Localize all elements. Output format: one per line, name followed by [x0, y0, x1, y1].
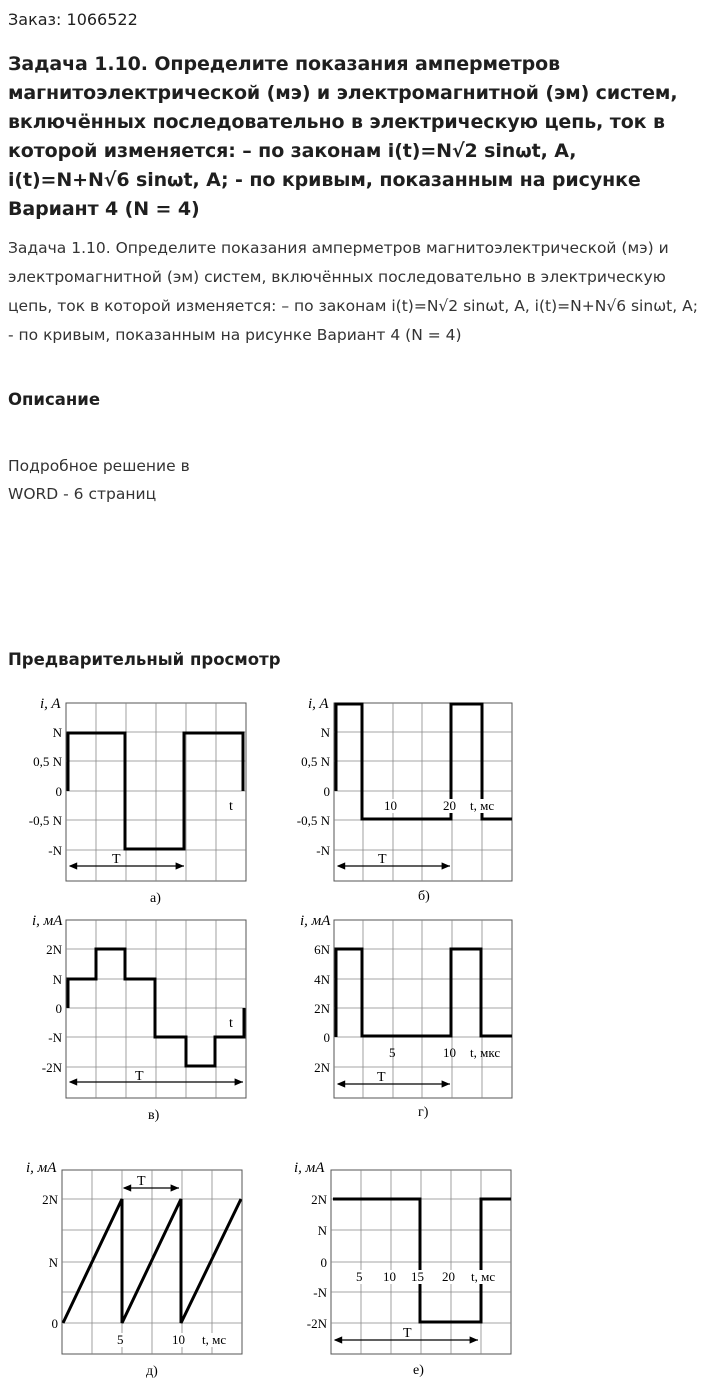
- figure-d: [300, 913, 512, 1120]
- y-tick-label: -2N: [41, 1060, 62, 1075]
- y-tick-label: 4N: [314, 972, 330, 987]
- x-tick-label: 10: [384, 798, 397, 813]
- x-axis-title: t: [229, 1016, 233, 1031]
- x-tick-label: 10: [443, 1045, 456, 1060]
- figure-a: [29, 696, 246, 906]
- figure-caption: е): [413, 1363, 424, 1378]
- x-tick-label: 20: [443, 798, 456, 813]
- description-heading: Описание: [8, 390, 101, 409]
- y-tick-label: 0: [323, 1030, 330, 1045]
- y-tick-label: 0: [55, 784, 62, 799]
- y-tick-label: 0,5 N: [301, 754, 330, 769]
- x-axis-title: t, мс: [202, 1332, 227, 1347]
- x-tick-label: 10: [383, 1269, 396, 1284]
- figure-caption: б): [418, 889, 430, 904]
- x-tick-label: 15: [411, 1269, 424, 1284]
- description-text: [8, 452, 308, 508]
- y-axis-title: i, мА: [300, 913, 331, 929]
- x-tick-label: 10: [172, 1332, 185, 1347]
- period-label: T: [112, 852, 121, 867]
- y-tick-label: N: [320, 725, 330, 740]
- figure-caption: а): [150, 891, 161, 906]
- y-tick-label: 6N: [314, 942, 330, 957]
- figure-caption: г): [418, 1105, 429, 1120]
- figure-b: [297, 696, 512, 904]
- y-tick-label: 0: [323, 784, 330, 799]
- x-tick-label: 5: [389, 1045, 396, 1060]
- period-label: T: [137, 1174, 146, 1189]
- y-tick-label: 2N: [42, 1192, 58, 1207]
- x-tick-label: 20: [442, 1269, 455, 1284]
- y-tick-label: 0: [320, 1255, 327, 1270]
- x-axis-title: t, мкс: [470, 1045, 501, 1060]
- x-tick-label: 5: [117, 1332, 124, 1347]
- description-line: WORD - 6 страниц: [8, 485, 157, 503]
- figure-caption: в): [148, 1108, 160, 1123]
- y-tick-label: -0,5 N: [28, 813, 62, 828]
- y-axis-title: i, мА: [32, 913, 63, 929]
- y-tick-label: -N: [316, 843, 330, 858]
- period-label: T: [403, 1326, 412, 1341]
- y-axis-title: i, A: [308, 696, 329, 712]
- x-axis-title: t: [229, 799, 233, 814]
- y-tick-label: 0: [51, 1316, 58, 1331]
- y-tick-label: -0,5 N: [296, 813, 330, 828]
- y-tick-label: 0,5 N: [33, 754, 62, 769]
- y-tick-label: -N: [48, 843, 62, 858]
- y-tick-label: 2N: [311, 1192, 327, 1207]
- y-axis-title: i, мА: [294, 1160, 325, 1176]
- figure-e: [26, 1160, 242, 1379]
- y-tick-label: 2N: [314, 1060, 330, 1075]
- y-tick-label: -2N: [306, 1316, 327, 1331]
- y-tick-label: N: [52, 725, 62, 740]
- period-label: T: [135, 1069, 144, 1084]
- y-tick-label: 0: [55, 1001, 62, 1016]
- y-tick-label: -N: [48, 1030, 62, 1045]
- figure-c: [32, 913, 246, 1123]
- figure-f: [294, 1160, 511, 1378]
- y-tick-label: N: [52, 972, 62, 987]
- x-axis-title: t, мс: [470, 798, 495, 813]
- y-axis-title: i, мА: [26, 1160, 57, 1176]
- period-label: T: [378, 852, 387, 867]
- y-tick-label: 2N: [314, 1001, 330, 1016]
- page-title: Задача 1.10. Определите показания амперметров магнитоэлектрической (мэ) и электромагнитной (эм) систем, включённых последовательно в электрическую цепь, ток в которой изменяется: – по законам i(t)=N√2 sinωt, A, i(t)=N+N√6 sinωt, A; - по кривым, показанным на рисунке Вариант 4 (N = 4): [8, 53, 678, 220]
- preview-heading: Предварительный просмотр: [8, 650, 281, 669]
- description-line: Подробное решение в: [8, 457, 190, 475]
- preview-image: [0, 680, 560, 1393]
- y-tick-label: N: [317, 1223, 327, 1238]
- x-tick-label: 5: [356, 1269, 363, 1284]
- y-tick-label: -N: [313, 1285, 327, 1300]
- y-tick-label: 2N: [46, 942, 62, 957]
- y-tick-label: N: [48, 1255, 58, 1270]
- period-label: T: [377, 1070, 386, 1085]
- figure-caption: д): [146, 1364, 158, 1379]
- task-text: Задача 1.10. Определите показания амперметров магнитоэлектрической (мэ) и электромагнитной (эм) систем, включённых последовательно в электрическую цепь, ток в которой изменяется: – по законам i(t)=N√2 sinωt, A, i(t)=N+N√6 sinωt, A; - по кривым, показанным на рисунке Вариант 4 (N = 4): [8, 239, 698, 344]
- y-axis-title: i, A: [40, 696, 61, 712]
- x-axis-title: t, мс: [471, 1269, 496, 1284]
- order-number: Заказ: 1066522: [8, 10, 138, 29]
